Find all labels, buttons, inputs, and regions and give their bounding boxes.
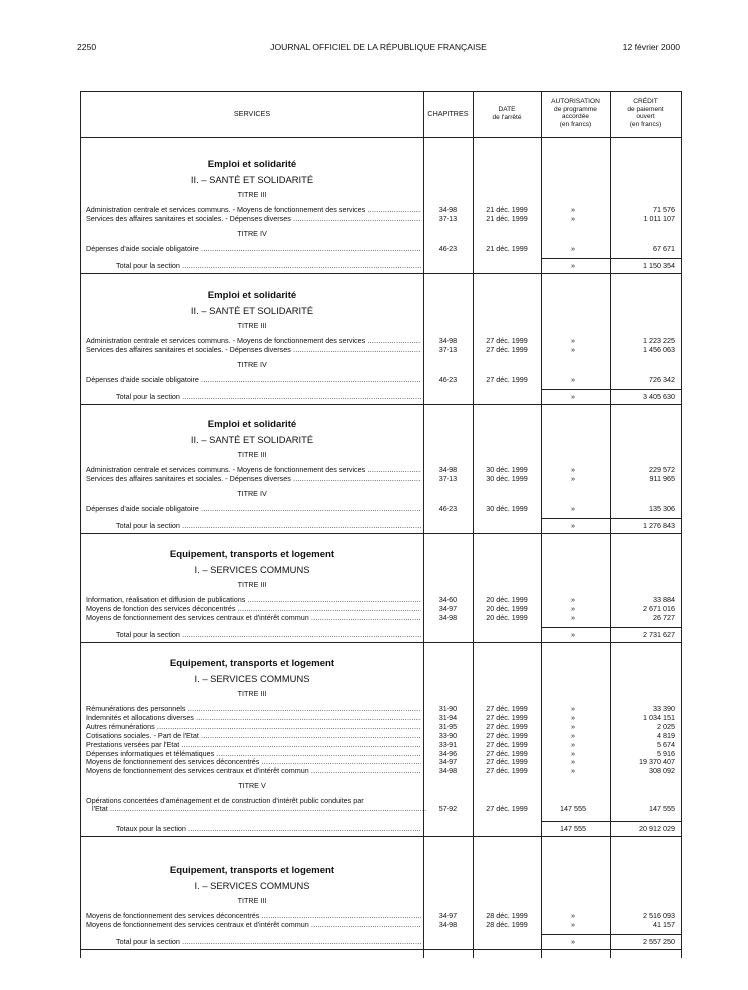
titre-heading: TITRE III	[237, 580, 267, 589]
chapter-code: 34-98	[438, 205, 458, 214]
authorization-amount: »	[571, 739, 575, 749]
row-label: Services des affaires sanitaires et sociales. - Dépenses diverses .....	[86, 213, 421, 224]
decree-date: 20 déc. 1999	[486, 612, 528, 622]
row-label: Moyens de fonctionnement des services centraux et d'intérêt commun .....	[86, 612, 421, 623]
credit-amount: 1 011 107	[643, 213, 675, 223]
chapter-code: 31-90	[438, 704, 458, 713]
decree-date: 30 déc. 1999	[486, 465, 528, 474]
total-authorization: »	[571, 391, 575, 401]
decree-date: 20 déc. 1999	[486, 595, 528, 604]
chapter-code: 37-13	[438, 213, 458, 223]
credit-amount: 71 576	[653, 205, 675, 214]
decree-date: 30 déc. 1999	[486, 473, 528, 483]
journal-title: JOURNAL OFFICIEL DE LA RÉPUBLIQUE FRANÇAISE	[270, 42, 487, 52]
total-amount: 1 150 354	[643, 260, 675, 270]
total-label: Totaux pour la section .....	[116, 823, 421, 834]
decree-date: 27 déc. 1999	[486, 748, 528, 758]
table-row	[81, 765, 681, 776]
total-label: Total pour la section .....	[116, 629, 421, 640]
total-underline	[541, 389, 681, 390]
credit-amount: 2 671 016	[643, 603, 675, 613]
table-row	[81, 919, 681, 930]
authorization-amount: »	[571, 612, 575, 622]
chapter-code: 46-23	[438, 374, 458, 384]
header-divider	[81, 137, 681, 138]
chapter-code: 37-13	[438, 344, 458, 354]
ministry-heading: Emploi et solidarité	[207, 159, 297, 170]
publication-date: 12 février 2000	[622, 42, 680, 52]
chapter-code: 46-23	[438, 503, 458, 513]
chapter-code: 31-95	[438, 721, 458, 731]
total-amount: 3 405 630	[643, 391, 675, 401]
authorization-amount: »	[571, 503, 575, 513]
ministry-heading: Emploi et solidarité	[207, 419, 297, 430]
total-authorization: »	[571, 260, 575, 270]
total-row	[81, 260, 681, 271]
credit-amount: 4 819	[657, 730, 675, 740]
col-header-autorisation-line: AUTORISATION	[551, 98, 600, 105]
decree-date: 27 déc. 1999	[486, 730, 528, 740]
block-separator	[81, 949, 681, 950]
chapter-code: 34-97	[438, 603, 458, 613]
credit-amount: 308 092	[649, 766, 675, 776]
credit-amount: 911 965	[649, 473, 675, 483]
chapter-code: 34-96	[438, 748, 458, 758]
credit-amount: 1 034 151	[643, 712, 675, 722]
chapter-code: 34-60	[438, 595, 458, 604]
col-header-autorisation-line: de programme	[554, 105, 597, 113]
total-label: Total pour la section .....	[116, 391, 421, 402]
authorization-amount: »	[571, 721, 575, 731]
authorization-amount: »	[571, 730, 575, 740]
decree-date: 27 déc. 1999	[486, 757, 528, 767]
credit-amount: 229 572	[649, 465, 675, 474]
titre-heading: TITRE V	[238, 781, 266, 791]
total-label: Total pour la section .....	[116, 936, 421, 947]
row-label: Moyens de fonctionnement des services centraux et d'intérêt commun .....	[86, 765, 421, 776]
block-separator	[81, 533, 681, 534]
row-label: Cotisations sociales. - Part de l'Etat .....	[86, 730, 421, 741]
col-header-autorisation	[541, 98, 610, 128]
row-label: Moyens de fonctionnement des services déconcentrés .....	[86, 910, 421, 921]
authorization-amount: »	[571, 712, 575, 722]
decree-date: 28 déc. 1999	[486, 911, 528, 920]
block-separator	[81, 642, 681, 643]
authorization-amount: »	[571, 757, 575, 767]
credit-amount: 41 157	[653, 919, 675, 929]
section-heading: I. – SERVICES COMMUNS	[194, 564, 310, 575]
credit-amount: 33 390	[653, 704, 675, 713]
chapter-code: 34-98	[438, 766, 458, 776]
decree-date: 27 déc. 1999	[486, 336, 528, 345]
section-heading: II. – SANTÉ ET SOLIDARITÉ	[190, 434, 314, 445]
col-header-credit	[610, 98, 681, 128]
decree-date: 20 déc. 1999	[486, 603, 528, 613]
col-header-credit-line: ouvert	[636, 113, 655, 121]
total-underline	[541, 627, 681, 628]
credit-amount: 1 456 063	[643, 344, 675, 354]
page-header	[77, 42, 680, 54]
total-amount: 1 276 843	[643, 520, 675, 530]
decree-date: 30 déc. 1999	[486, 503, 528, 513]
chapter-code: 46-23	[438, 243, 458, 253]
total-authorization: »	[571, 936, 575, 946]
decree-date: 27 déc. 1999	[486, 704, 528, 713]
section-heading: II. – SANTÉ ET SOLIDARITÉ	[190, 174, 314, 185]
authorization-amount: »	[571, 704, 575, 713]
decree-date: 27 déc. 1999	[486, 804, 528, 814]
authorization-amount: »	[571, 595, 575, 604]
credit-amount: 2 516 093	[643, 911, 675, 920]
authorization-amount: »	[571, 919, 575, 929]
authorization-amount: »	[571, 205, 575, 214]
row-label: Information, réalisation et diffusion de publications .....	[86, 594, 421, 605]
total-row	[81, 520, 681, 531]
authorization-amount: »	[571, 911, 575, 920]
chapter-code: 34-98	[438, 919, 458, 929]
titre-heading: TITRE III	[237, 190, 267, 199]
col-header-chapitres: CHAPITRES	[427, 109, 469, 118]
table-row	[81, 243, 681, 254]
decree-date: 27 déc. 1999	[486, 721, 528, 731]
row-label: Dépenses d'aide sociale obligatoire .....	[86, 503, 421, 514]
row-label: Dépenses informatiques et télématiques .....	[86, 748, 421, 759]
total-underline	[541, 821, 681, 822]
table-row	[81, 374, 681, 385]
total-amount: 2 731 627	[643, 629, 675, 639]
table-row	[81, 612, 681, 623]
decree-date: 27 déc. 1999	[486, 712, 528, 722]
credit-amount: 5 916	[657, 748, 675, 758]
authorization-amount: »	[571, 603, 575, 613]
credit-amount: 1 223 225	[643, 336, 675, 345]
authorization-amount: »	[571, 374, 575, 384]
total-row	[81, 629, 681, 640]
authorization-amount: »	[571, 344, 575, 354]
chapter-code: 31-94	[438, 712, 458, 722]
row-label: Moyens de fonctionnement des services déconcentrés .....	[86, 756, 421, 767]
table-row	[81, 503, 681, 514]
credit-amount: 33 884	[653, 595, 675, 604]
row-label: Prestations versées par l'Etat .....	[86, 739, 421, 750]
decree-date: 27 déc. 1999	[486, 344, 528, 354]
col-header-services: SERVICES	[233, 109, 271, 118]
row-label: Moyens de fonction des services déconcentrés .....	[86, 603, 421, 614]
table-row	[81, 473, 681, 484]
total-underline	[541, 258, 681, 259]
decree-date: 21 déc. 1999	[486, 243, 528, 253]
total-label: Total pour la section .....	[116, 260, 421, 271]
authorization-amount: »	[571, 336, 575, 345]
col-header-credit-line: (en francs)	[629, 120, 662, 128]
row-label: Rémunérations des personnels .....	[86, 703, 421, 714]
titre-heading: TITRE III	[237, 450, 267, 459]
chapter-code: 34-97	[438, 757, 458, 767]
table-row	[81, 213, 681, 224]
total-row	[81, 391, 681, 402]
credits-table	[80, 91, 682, 958]
row-label: Dépenses d'aide sociale obligatoire .....	[86, 374, 421, 385]
authorization-amount: »	[571, 473, 575, 483]
ministry-heading: Emploi et solidarité	[207, 290, 297, 301]
chapter-code: 34-98	[438, 612, 458, 622]
titre-heading: TITRE III	[237, 689, 267, 698]
credit-amount: 26 727	[653, 612, 675, 622]
row-label: Services des affaires sanitaires et sociales. - Dépenses diverses .....	[86, 344, 421, 355]
total-label: Total pour la section .....	[116, 520, 421, 531]
ministry-heading: Equipement, transports et logement	[169, 865, 335, 876]
ministry-heading: Equipement, transports et logement	[169, 658, 335, 669]
authorization-amount: »	[571, 465, 575, 474]
row-label: Indemnités et allocations diverses .....	[86, 712, 421, 723]
decree-date: 21 déc. 1999	[486, 205, 528, 214]
chapter-code: 33-90	[438, 730, 458, 740]
titre-heading: TITRE IV	[237, 359, 267, 369]
authorization-amount: »	[571, 213, 575, 223]
credit-amount: 2 025	[657, 721, 675, 731]
col-header-credit-line: de paiement	[627, 105, 664, 113]
chapter-code: 34-98	[438, 465, 458, 474]
credit-amount: 19 370 407	[639, 757, 675, 767]
total-row	[81, 823, 681, 834]
authorization-amount: »	[571, 243, 575, 253]
block-separator	[81, 404, 681, 405]
total-row	[81, 936, 681, 947]
page-number: 2250	[77, 42, 97, 52]
row-label: Administration centrale et services communs. - Moyens de fonctionnement des services .....	[86, 464, 421, 475]
ministry-heading: Equipement, transports et logement	[169, 549, 335, 560]
chapter-code: 34-98	[438, 336, 458, 345]
titre-heading: TITRE III	[237, 896, 267, 905]
section-heading: I. – SERVICES COMMUNS	[194, 673, 310, 684]
chapter-code: 33-91	[438, 739, 458, 749]
authorization-amount: »	[571, 766, 575, 776]
table-row	[81, 344, 681, 355]
decree-date: 28 déc. 1999	[486, 919, 528, 929]
row-label: Autres rémunérations .....	[86, 721, 421, 732]
row-label: Administration centrale et services communs. - Moyens de fonctionnement des services .....	[86, 335, 421, 346]
decree-date: 27 déc. 1999	[486, 374, 528, 384]
total-authorization: »	[571, 520, 575, 530]
credit-amount: 135 306	[649, 503, 675, 513]
block-separator	[81, 836, 681, 837]
col-header-date-line: de l'arrêté	[492, 113, 522, 121]
chapter-code: 37-13	[438, 473, 458, 483]
authorization-amount: »	[571, 748, 575, 758]
titre-heading: TITRE IV	[237, 488, 267, 498]
total-amount: 20 912 029	[639, 824, 675, 834]
row-label: Moyens de fonctionnement des services centraux et d'intérêt commun .....	[86, 919, 421, 930]
row-label: Services des affaires sanitaires et sociales. - Dépenses diverses .....	[86, 473, 421, 484]
total-underline	[541, 934, 681, 935]
row-label-continued: l'Etat .....	[92, 803, 427, 814]
authorization-amount: 147 555	[560, 804, 586, 814]
col-header-autorisation-line: (en francs)	[559, 120, 592, 128]
total-amount: 2 557 250	[643, 936, 675, 946]
decree-date: 27 déc. 1999	[486, 739, 528, 749]
section-heading: II. – SANTÉ ET SOLIDARITÉ	[190, 305, 314, 316]
col-header-credit-line: CRÉDIT	[633, 98, 658, 105]
decree-date: 27 déc. 1999	[486, 766, 528, 776]
titre-heading: TITRE IV	[237, 228, 267, 238]
col-header-autorisation-line: accordée	[561, 113, 590, 121]
row-label: Dépenses d'aide sociale obligatoire .....	[86, 243, 421, 254]
section-heading: I. – SERVICES COMMUNS	[194, 880, 310, 891]
row-label: Opérations concertées d'aménagement et de construction d'intérêt public conduites par	[86, 796, 364, 806]
row-label: Administration centrale et services communs. - Moyens de fonctionnement des services .....	[86, 204, 421, 215]
credit-amount: 147 555	[649, 804, 675, 814]
block-separator	[81, 273, 681, 274]
total-authorization: 147 555	[560, 824, 586, 834]
decree-date: 21 déc. 1999	[486, 213, 528, 223]
credit-amount: 5 674	[657, 739, 675, 749]
chapter-code: 57-92	[438, 804, 458, 814]
titre-heading: TITRE III	[237, 321, 267, 330]
total-authorization: »	[571, 629, 575, 639]
col-header-date	[473, 106, 541, 121]
col-header-date-line: DATE	[498, 106, 516, 113]
credit-amount: 726 342	[649, 374, 675, 384]
credit-amount: 67 671	[653, 243, 675, 253]
table-row	[81, 803, 681, 814]
total-underline	[541, 518, 681, 519]
chapter-code: 34-97	[438, 911, 458, 920]
